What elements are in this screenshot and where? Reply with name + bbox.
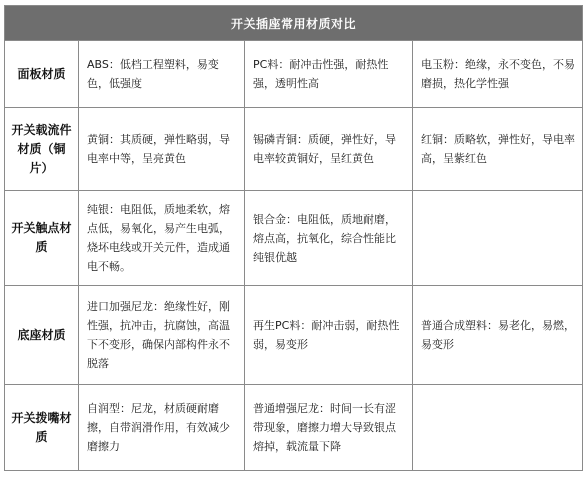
cell-contact-empty bbox=[413, 191, 583, 286]
table-title-row bbox=[5, 6, 583, 41]
cell-conductor-red-copper: 红铜：质略软，弹性好，导电率高，呈紫红色 bbox=[413, 108, 583, 191]
table-row-panel bbox=[5, 41, 583, 108]
table-row-toggle bbox=[5, 385, 583, 471]
cell-panel-bakelite: 电玉粉：绝缘，永不变色，不易磨损，热化学性强 bbox=[413, 41, 583, 108]
table-row-base bbox=[5, 286, 583, 385]
cell-base-recycled-pc: 再生PC料：耐冲击弱，耐热性弱，易变形 bbox=[245, 286, 413, 385]
row-header-contact: 开关触点材质 bbox=[5, 191, 79, 286]
cell-conductor-brass: 黄铜：其质硬，弹性略弱，导电率中等，呈亮黄色 bbox=[79, 108, 245, 191]
cell-conductor-phosphor-bronze: 锡磷青铜：质硬，弹性好，导电率较黄铜好，呈红黄色 bbox=[245, 108, 413, 191]
table-row-contact bbox=[5, 191, 583, 286]
cell-toggle-empty bbox=[413, 385, 583, 471]
cell-panel-abs: ABS：低档工程塑料，易变色，低强度 bbox=[79, 41, 245, 108]
table-row-conductor bbox=[5, 108, 583, 191]
cell-base-imported-nylon: 进口加强尼龙：绝缘性好，刚性强，抗冲击，抗腐蚀，高温下不变形，确保内部构件永不脱落 bbox=[79, 286, 245, 385]
row-header-base: 底座材质 bbox=[5, 286, 79, 385]
cell-toggle-self-lubricating: 自润型：尼龙，材质硬耐磨擦，自带润滑作用，有效减少磨擦力 bbox=[79, 385, 245, 471]
material-comparison-table bbox=[4, 5, 583, 471]
cell-toggle-reinforced-nylon: 普通增强尼龙：时间一长有涩带现象，磨擦力增大导致银点熔掉，载流量下降 bbox=[245, 385, 413, 471]
row-header-conductor: 开关载流件材质（铜片） bbox=[5, 108, 79, 191]
comparison-sheet bbox=[4, 5, 582, 478]
cell-base-synthetic-plastic: 普通合成塑料：易老化，易燃，易变形 bbox=[413, 286, 583, 385]
row-header-toggle: 开关拨嘴材质 bbox=[5, 385, 79, 471]
cell-panel-pc: PC料：耐冲击性强，耐热性强，透明性高 bbox=[245, 41, 413, 108]
cell-contact-silver-alloy: 银合金：电阻低，质地耐磨，熔点高，抗氧化，综合性能比纯银优越 bbox=[245, 191, 413, 286]
cell-contact-pure-silver: 纯银：电阻低，质地柔软，熔点低，易氧化，易产生电弧，烧坏电线或开关元件，造成通电不畅。 bbox=[79, 191, 245, 286]
table-title: 开关插座常用材质对比 bbox=[5, 6, 583, 41]
row-header-panel: 面板材质 bbox=[5, 41, 79, 108]
